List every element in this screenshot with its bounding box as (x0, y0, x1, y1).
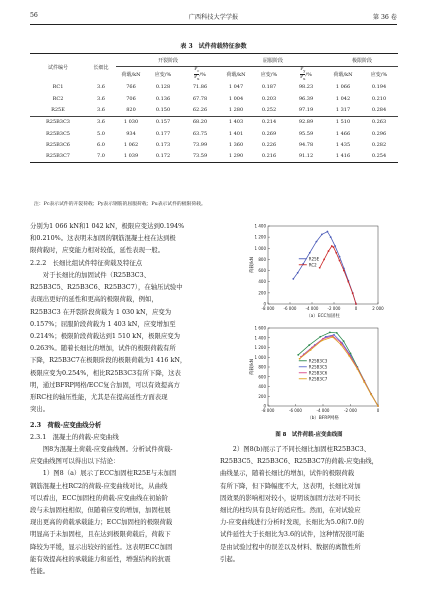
y-tick-label: 200 (258, 290, 266, 296)
section-2-3: 2.3 荷载-应变曲线分析 (30, 421, 102, 429)
sub-yield-strain: 应变/% (260, 71, 278, 78)
text-line: 1）图8（a）展示了ECC加固柱R25E与未加固 (30, 469, 177, 478)
text-line: 2）图8(b)展示了不同长细比加固柱R25B3C3、 (220, 445, 371, 453)
subsection-2-2-2: 2.2.2 长细比组试件特征荷载及特征点 (30, 259, 143, 267)
data-point (310, 349, 312, 351)
header-ratio: 长细比 (86, 54, 116, 82)
table-cell: 91.12 (286, 151, 326, 163)
table-cell: 3.6 (97, 84, 105, 91)
table-row (30, 104, 398, 116)
table-cell: 0.296 (371, 130, 387, 137)
table-cell: 1 360 (228, 141, 244, 148)
table-cell: 1 510 (326, 116, 360, 128)
text-line: 明，通过BFRP网格/ECC复合加固，可以有效提高方 (30, 380, 180, 389)
table-cell: 7.0 (86, 151, 116, 163)
y-axis-label: 荷载/kN (250, 358, 255, 376)
data-point (339, 256, 341, 258)
data-point (347, 281, 349, 283)
table-cell: 6.0 (97, 141, 105, 148)
figure-caption: 图 8 试件荷载-应变曲线图 (275, 432, 343, 438)
y-tick-label: 0 (263, 301, 266, 307)
text-line: 形RC柱的轴压性能，尤其是在提高延性方面表现 (30, 393, 168, 402)
y-tick-label: 1 400 (254, 223, 266, 229)
x-tick-label: 0 (354, 306, 358, 311)
sub-crack-ratio: $\frac{P_c}{P_u}$ /% (194, 67, 206, 81)
text-line: 细比的柱均具有良好的适应性。然而，在对试验应 (220, 506, 361, 515)
text-line: 和0.210%。这表明未加固的钢筋混凝土柱在达到极 (30, 234, 176, 243)
table-cell: 1 403 (220, 116, 252, 128)
x-tick-label: -2 000 (344, 408, 357, 413)
data-point (370, 394, 372, 396)
x-tick-label: 0 (376, 408, 380, 413)
text-line: 钢筋混凝土柱RC2的荷载-应变曲线对比，从曲线 (30, 481, 168, 490)
table-cell: 0.282 (371, 141, 387, 148)
table-cell: 1 280 (228, 107, 244, 114)
y-tick-label: 1 400 (254, 335, 266, 341)
table-cell: R25B3C6 (46, 141, 70, 148)
table-body (30, 82, 398, 163)
table-cell: 3.6 (86, 116, 116, 128)
table-cell: 71.86 (192, 84, 208, 91)
data-point (328, 250, 330, 252)
text-line: 突出。 (30, 405, 50, 414)
data-point (363, 381, 365, 383)
table-cell: 97.19 (298, 107, 314, 114)
table-cell: 0.284 (371, 107, 387, 114)
table-row (30, 93, 398, 104)
y-axis-label: 荷载/kN (250, 256, 255, 274)
text-line: 应变曲线图可以得出以下结论： (30, 457, 120, 466)
text-line: 固效果的影响相对较小，说明该加固方法对不同长 (220, 493, 361, 502)
data-point (297, 354, 299, 356)
data-point (316, 241, 318, 243)
data-point (355, 303, 357, 305)
text-line: 引起。 (220, 554, 240, 563)
table-cell: 706 (126, 95, 136, 102)
text-line: 性能。 (30, 567, 50, 576)
sub-yield-ratio: $\frac{P_y}{P_u}$ /% (300, 67, 312, 81)
table-cell: 1 039 (116, 151, 146, 163)
legend-label: R25B3C5 (308, 364, 328, 370)
table-cell: 94.78 (298, 141, 314, 148)
table-cell: RC1 (52, 84, 64, 91)
table-cell: R25B3C5 (46, 130, 70, 137)
data-point (292, 278, 294, 280)
table-cell: 1 466 (335, 130, 351, 137)
data-point (333, 246, 335, 248)
table-caption: 表 3 试件荷载特征参数 (180, 43, 247, 50)
y-tick-label: 1 000 (254, 245, 266, 251)
table-cell: 1 042 (335, 95, 351, 102)
table-cell: 3.6 (97, 95, 105, 102)
text-line: 0.157%；屈服阶段荷载为 1 403 kN，应变增加至 (30, 319, 176, 328)
table-cell: 68.20 (180, 116, 220, 128)
paragraph-bfrp-curves (220, 443, 398, 565)
text-line: 明显高于未加固柱，且在达到极限荷载后，荷载下 (30, 530, 171, 539)
table-cell: R25E (51, 107, 65, 114)
text-line: 图8为混凝土荷载-应变曲线图。分析试件荷载- (30, 445, 173, 453)
y-tick-label: 1 200 (254, 234, 266, 240)
data-point (297, 272, 299, 274)
table-cell: 1 435 (335, 141, 351, 148)
text-line: 分别为1 066 kN和1 042 kN，极限应变达到0.194% (30, 222, 185, 230)
table-row (30, 151, 398, 163)
x-tick-label: -8 000 (261, 408, 275, 413)
table-cell: 820 (126, 107, 136, 114)
table-cell: 1 004 (228, 95, 244, 102)
text-line: 试件延性大于长细比为3.6的试件，这种情况很可能 (220, 530, 365, 539)
y-tick-label: 400 (258, 384, 266, 389)
table-cell: 0.252 (261, 107, 277, 114)
table-cell: 73.99 (192, 141, 208, 148)
text-line: 是由试验过程中的误差以及材料、数据的离散性所 (220, 542, 361, 551)
data-point (333, 334, 335, 336)
table-cell: 0.128 (155, 84, 171, 91)
header-ultimate-stage: 极限阶段 (326, 54, 398, 67)
table-cell: 934 (126, 130, 136, 137)
legend-label: RC2 (308, 262, 317, 268)
table-row (30, 128, 398, 139)
data-point (352, 293, 354, 295)
subfigure-caption: （b）BFRP网格 (307, 416, 339, 421)
subfigure-caption: （a）ECC加固柱 (306, 314, 340, 319)
table-cell: 0.214 (252, 116, 286, 128)
table-cell: 92.89 (286, 116, 326, 128)
y-tick-label: 1 200 (254, 345, 266, 350)
data-point (319, 267, 321, 269)
data-point (322, 338, 324, 340)
text-line: 现出更高的荷载承载能力；ECC加固柱的极限荷载 (30, 518, 173, 527)
text-line: 0.214%；极限阶段荷载达到1 510 kN，极限应变为 (30, 332, 181, 341)
text-line: 曲线显示，随着长细比的增加，试件的极限荷载 (220, 469, 355, 478)
data-point (340, 344, 342, 346)
x-tick-label: -8 000 (261, 306, 275, 311)
paragraph-slenderness (30, 269, 206, 415)
table-cell: 63.75 (192, 130, 208, 137)
sub-yield-load: 荷载/kN (226, 71, 246, 78)
table-cell: 67.78 (192, 95, 208, 102)
table-cell: 0.173 (155, 141, 171, 148)
y-tick-label: 800 (258, 364, 266, 370)
y-tick-label: 1 000 (254, 354, 266, 360)
table-cell: R25B3C3 (30, 116, 86, 128)
plot-frame (268, 226, 378, 304)
table-cell: 1 290 (220, 151, 252, 163)
table-cell: 0.254 (360, 151, 398, 163)
figure-8 (220, 218, 398, 428)
table-cell: 3.6 (97, 107, 105, 114)
data-point (309, 252, 311, 254)
data-point (343, 340, 345, 342)
table-cell: 1 062 (123, 141, 139, 148)
table-note: 注：Pc表示试件的开裂荷载；Py表示钢筋的屈服荷载；Pu表示试件的极限荷载。 (34, 202, 206, 207)
specimen-load-table (30, 53, 398, 163)
paragraph-curve-analysis (30, 443, 206, 577)
text-line: 段与未加固柱相似，但随着应变的增加，加固柱展 (30, 506, 171, 515)
data-point (319, 336, 321, 338)
table-cell: 1 047 (228, 84, 244, 91)
journal-name: 广西科技大学学报 (188, 14, 239, 21)
text-line: 极限应变为0.254%，相比R25B3C3有所下降，这表 (30, 368, 181, 377)
data-point (327, 231, 329, 233)
table-cell: 1 066 (335, 84, 351, 91)
table-row (30, 82, 398, 93)
text-line: 能有效提高柱的承载能力和延性，增强结构的抗震 (30, 554, 171, 563)
table-cell: 0.216 (252, 151, 286, 163)
text-line: 有所下降，但下降幅度不大，这表明，长细比对加 (220, 481, 361, 490)
table-cell: 1 416 (326, 151, 360, 163)
data-point (356, 368, 358, 370)
data-point (321, 233, 323, 235)
page-number: 56 (30, 12, 38, 19)
y-tick-label: 400 (258, 279, 266, 285)
table-cell: 0.177 (155, 130, 171, 137)
table-cell: 0.263 (360, 116, 398, 128)
text-line: 力-应变曲线进行分析时发现，长细比为5.0和7.0的 (220, 518, 364, 527)
data-point (308, 344, 310, 346)
table-cell: 766 (126, 84, 136, 91)
table-cell: 0.157 (146, 116, 180, 128)
subsection-2-3-1: 2.3.1 混凝土的荷载-应变曲线 (30, 433, 119, 441)
table-cell: 0.269 (261, 130, 277, 137)
series-line-r25e (293, 232, 356, 304)
data-point (330, 236, 332, 238)
table-cell: 0.187 (261, 84, 277, 91)
x-tick-label: -6 000 (283, 306, 297, 311)
sub-crack-load: 荷载/kN (121, 71, 141, 78)
y-tick-label: 600 (258, 374, 266, 380)
legend-label: R25B3C7 (308, 376, 328, 382)
legend-label: R25E (308, 256, 320, 262)
text-line: 可以看出，ECC加固柱的荷载-应变曲线在初始阶 (30, 493, 169, 502)
data-point (339, 260, 341, 262)
y-tick-label: 600 (258, 268, 266, 274)
table-cell: 0.226 (261, 141, 277, 148)
x-tick-label: 2 000 (372, 306, 384, 311)
text-line: 对于长细比的加固试件（R25B3C3、 (30, 271, 151, 279)
sub-ultimate-load: 荷载/kN (333, 71, 353, 78)
text-line: 限荷载时，应变能力相对较低，延性表现一般。 (30, 246, 165, 255)
table-cell: 0.194 (371, 84, 387, 91)
table-cell: 0.150 (155, 107, 171, 114)
x-tick-label: -4 000 (305, 306, 319, 311)
x-tick-label: -4 000 (316, 408, 330, 413)
table-cell: RC2 (52, 95, 64, 102)
data-point (332, 336, 334, 338)
table-cell: 95.59 (298, 130, 314, 137)
text-line: 降较为平缓，显示出较好的延性。这表明ECC加固 (30, 542, 173, 551)
data-point (335, 252, 337, 254)
table-cell: 5.0 (97, 130, 105, 137)
table-row (30, 139, 398, 150)
table-cell: 62.26 (192, 107, 208, 114)
table-cell: 1 401 (228, 130, 244, 137)
x-tick-label: -6 000 (289, 408, 302, 413)
header-crack-stage: 开裂阶段 (116, 54, 220, 67)
y-tick-label: 200 (258, 393, 266, 399)
chart-a (248, 224, 384, 320)
data-point (343, 270, 345, 272)
data-point (336, 332, 338, 334)
table-cell: R25B3C7 (30, 151, 86, 163)
header-specimen: 试件编号 (30, 54, 86, 82)
legend-label: R25B3C3 (308, 358, 328, 364)
sub-crack-strain: 应变/% (154, 71, 172, 78)
text-line: 表现出更好的延性和更高的极限荷载，例如， (30, 295, 158, 304)
table-cell: 0.136 (155, 95, 171, 102)
table-row (30, 116, 398, 128)
y-tick-label: 1 600 (254, 325, 266, 331)
table-cell: 0.203 (261, 95, 277, 102)
table-cell: 1 030 (116, 116, 146, 128)
paragraph-results (30, 220, 206, 257)
legend-label: R25B3C6 (308, 370, 328, 376)
text-line: 0.263%。随着长细比的增加，试件的极限荷载有所 (30, 344, 176, 353)
text-line: R25B3C5、R25B3C6、R25B3C7），在轴压试验中 (30, 283, 183, 292)
table-cell: 1 317 (335, 107, 351, 114)
data-point (299, 358, 301, 360)
table-cell: 73.59 (180, 151, 220, 163)
text-line: R25B3C3 在开裂阶段荷载为 1 030 kN，应变为 (30, 307, 172, 316)
y-tick-label: 0 (263, 403, 266, 409)
data-point (331, 245, 333, 247)
data-point (329, 331, 331, 333)
x-tick-label: -2 000 (327, 306, 341, 311)
header-yield-stage: 屈服阶段 (220, 54, 326, 67)
table-cell: 98.23 (298, 84, 314, 91)
data-point (321, 340, 323, 342)
sub-ultimate-strain: 应变/% (370, 71, 388, 78)
data-point (377, 405, 379, 407)
chart-b (248, 326, 380, 422)
data-point (348, 355, 350, 357)
volume-label: 第 36 卷 (372, 14, 397, 21)
table-cell: 96.39 (298, 95, 314, 102)
data-point (334, 245, 336, 247)
header-rule (30, 24, 397, 25)
table-cell: 0.210 (371, 95, 387, 102)
data-point (340, 342, 342, 344)
data-point (323, 259, 325, 261)
text-line: R25B3C5、R25B3C6、R25B3C7的荷载-应变曲线， (220, 457, 379, 466)
y-tick-label: 800 (258, 256, 266, 262)
text-line: 下降，R25B3C7在极限阶段的极限荷载为1 416 kN， (30, 356, 187, 365)
table-cell: 0.172 (146, 151, 180, 163)
series-line-rc2 (320, 246, 356, 304)
